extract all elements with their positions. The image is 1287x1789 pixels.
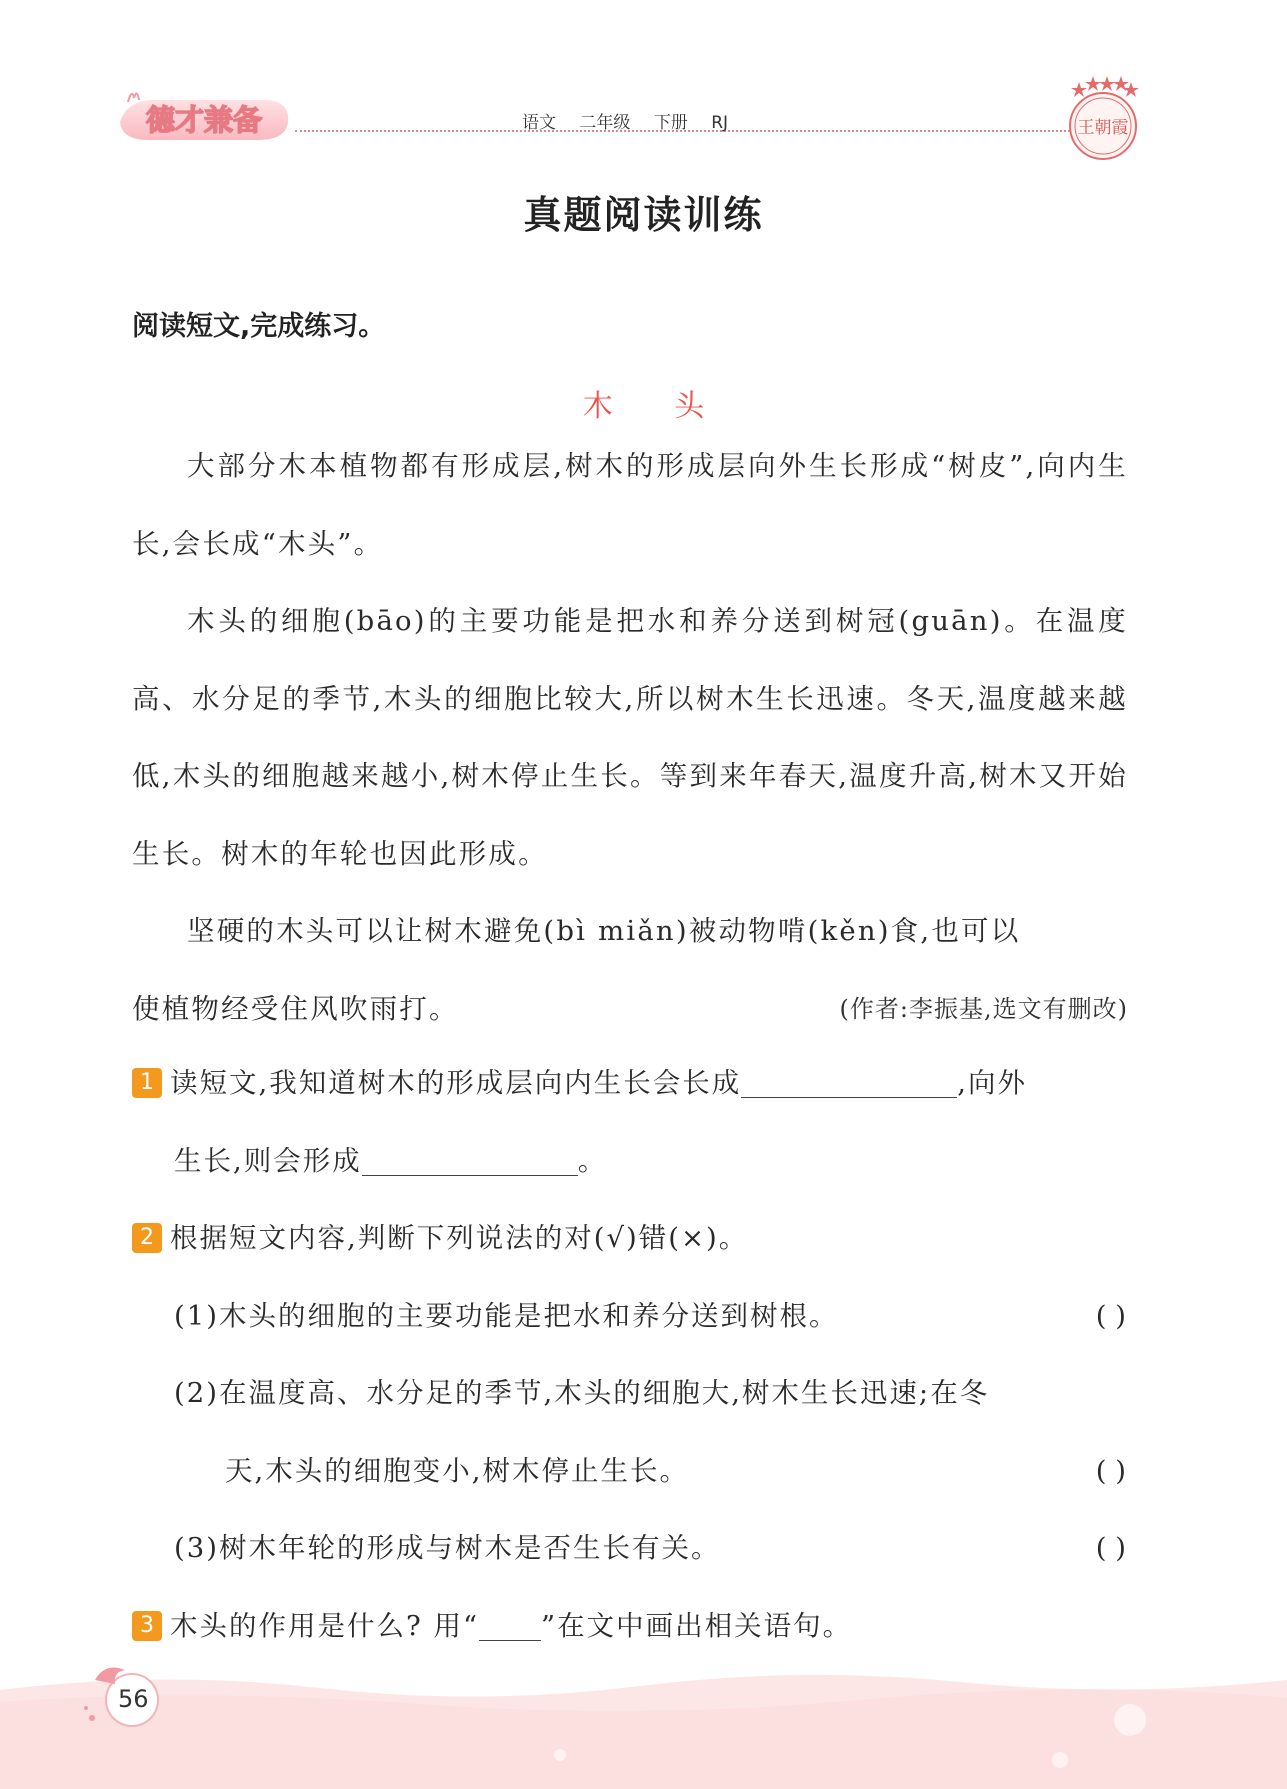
instruction: 阅读短文,完成练习。 (132, 311, 386, 342)
brand-logo (118, 82, 293, 144)
answer-paren-3[interactable]: ( ) (1095, 1532, 1126, 1564)
seal-text: 王朝霞 (1077, 118, 1129, 138)
answer-paren-2[interactable]: ( ) (1095, 1454, 1126, 1487)
question-1-text: 读短文,我知道树木的形成层向内生长会长成 (170, 1067, 742, 1099)
question-2-item-2-cont: 天,木头的细胞变小,树木停止生长。 (225, 1454, 689, 1487)
answer-paren-1[interactable]: ( ) (1095, 1299, 1126, 1332)
page-title: 真题阅读训练 (523, 193, 764, 237)
passage-source: (作者:李振基,选文有删改) (839, 994, 1128, 1023)
question-2-number: 2 (132, 1223, 162, 1253)
question-2-item-2: (2)在温度高、水分足的季节,木头的细胞大,树木生长迅速;在冬 (174, 1377, 990, 1409)
question-3-text-2: ”在文中画出相关语句。 (541, 1610, 853, 1642)
passage-paragraph-1: 大部分木本植物都有形成层,树木的形成层向外生长形成“树皮”,向内生长,会长成“木头”。 (132, 450, 1128, 560)
header-info (522, 108, 746, 133)
question-1-blank-1[interactable] (741, 1063, 957, 1098)
header-edition: RJ (711, 113, 729, 133)
passage-last-line (132, 971, 1128, 1049)
question-2-text: 根据短文内容,判断下列说法的对(√)错(×)。 (170, 1222, 749, 1254)
question-2 (132, 1200, 1128, 1588)
passage-paragraph-3: 坚硬的木头可以让树木避免(bì miǎn)被动物啃(kěn)食,也可以 (187, 915, 1021, 947)
page-number: 56 (118, 1685, 149, 1713)
question-3-number: 3 (132, 1611, 162, 1641)
header-subject: 语文 (522, 113, 556, 133)
question-3-text: 木头的作用是什么? 用“ (170, 1610, 480, 1642)
passage-paragraph-2: 木头的细胞(bāo)的主要功能是把水和养分送到树冠(guān)。在温度高、水分足的季节,木头的细胞比较大,所以树木生长迅速。冬天,温度越来越低,木头的细胞越来越小,树木停止生长。等到来年春天,温度升高,树木又开始生长。树木的年轮也因此形成。 (132, 605, 1128, 870)
question-1-number: 1 (132, 1068, 162, 1098)
header-grade: 二年级 (579, 113, 631, 133)
author-seal (1063, 76, 1143, 166)
question-1-text-4: 。 (577, 1144, 608, 1177)
brand-logo-text: 德才兼备 (145, 103, 263, 137)
passage-last-line-text: 使植物经受住风吹雨打。 (132, 992, 459, 1025)
question-2-item-3: (3)树木年轮的形成与树木是否生长有关。 (174, 1532, 721, 1564)
question-2-item-1: (1)木头的细胞的主要功能是把水和养分送到树根。 (174, 1299, 839, 1332)
question-1-text-2: ,向外 (957, 1067, 1027, 1099)
footer-wave (0, 1660, 1287, 1789)
passage-title: 木 头 (582, 389, 731, 424)
question-1-text-3: 生长,则会形成 (174, 1144, 362, 1177)
passage (132, 428, 1128, 1048)
question-1 (132, 1045, 1128, 1200)
question-3-underline-sample (479, 1606, 541, 1641)
header-volume: 下册 (653, 113, 688, 133)
question-1-blank-2[interactable] (362, 1141, 578, 1176)
question-3 (132, 1588, 1128, 1666)
